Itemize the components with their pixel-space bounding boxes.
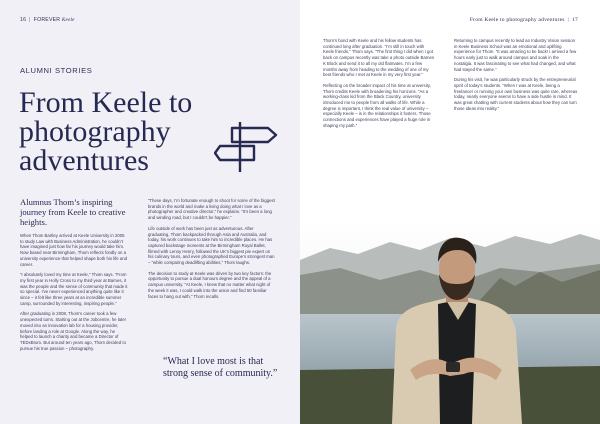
publication-name-italic: Keele — [61, 17, 75, 23]
body-column-1 — [20, 233, 129, 356]
publication-name: FOREVER — [33, 17, 61, 23]
page-number-right: 17 — [572, 17, 578, 23]
portrait-photo — [300, 220, 600, 424]
paragraph: Returning to campus recently to lead an Industry Vision session in Keele Business School was an emotional and uplifting experience for Thom. “It was amazing to be back! I arrived a few hours early just to walk around campus and soak in the nostalgia. It was fascinating to see what had changed, and what had stayed the same.” — [454, 38, 577, 72]
paragraph: “I absolutely loved my time at Keele,” Thom says. “From my first year in Holly Cross to my third year at Barnes, it was the people and the sense of community that made it so special. I’ve never experienced anything quite like it since – it felt like three years at an incredible summer camp, surrounded by interesting, inspiring people.” — [20, 272, 128, 306]
paragraph: Thom’s bond with Keele and his fellow students has continued long after graduation. “I’m still in touch with Keele friends,” Thom says. “The first thing I did when I got back on campus recently was take a photo outside Barnes K Block and send it to all my old flatmates. I’m a few months away from heading to the wedding of one of my best friends who I met at Keele in my very first year.” — [323, 38, 435, 78]
body-column-3 — [323, 38, 436, 134]
paragraph: During his visit, he was particularly struck by the entrepreneurial spirit of today’s students. “When I was at Keele, being a freelancer or running your own business was quite rare, whereas today, nearly everyone seems to have a side hustle in mind. It was great chatting with current students about how they can turn those ideas into reality.” — [454, 77, 578, 111]
right-folio: From Keele to photography adventures | 17 — [469, 17, 578, 23]
left-folio: 16 | FOREVER Keele — [20, 17, 75, 23]
signpost-icon — [214, 114, 278, 174]
section-kicker: ALUMNI STORIES — [20, 66, 93, 75]
paragraph: Reflecting on the broader impact of his time at university, Thom credits Keele with broadening his horizons. “As a working-class kid from the Black Country, university introduced me to people from all walks of life. While a degree is important, I think the real value of university – especially Keele – is in the relationships it fosters. Those connections and experiences have played a huge role in shaping my path.” — [323, 82, 431, 128]
running-head: From Keele to photography adventures — [469, 17, 565, 23]
paragraph: After graduating in 2008, Thom’s career took a few unexpected turns. Starting out at the Jobcentre, he later moved into an innovation lab for a housing provider, before landing a role at Google. Along the way, he helped to launch a charity and became a Director of TEDxBrum. But around ten years ago, Thom decided to pursue his true passion – photography. — [20, 311, 127, 351]
body-column-4 — [454, 38, 578, 116]
article-headline: From Keele to photography adventures — [19, 86, 193, 177]
body-column-2 — [148, 198, 276, 304]
paragraph: When Thom Bartley arrived at Keele University in 2005 to study Law with Business Administration, he couldn’t have imagined just how far his journey would take him. Now based near Birmingham, Thom reflects fondly on a university experience that helped shape both his life and career. — [20, 233, 128, 267]
page-number-left: 16 — [20, 17, 27, 23]
article-standfirst: Alumnus Thom’s inspiring journey from Keele to creative heights. — [20, 197, 126, 228]
paragraph: “These days, I’m fortunate enough to shoot for some of the biggest brands in the world and make a living doing what I love as a photographer and creative director,” he explains. “It’s been a long and winding road, but I couldn’t be happier.” — [148, 198, 275, 221]
pull-quote: “What I love most is that strong sense of community.” — [163, 356, 278, 379]
paragraph: Life outside of work has been just as adventurous. After graduating, Thom backpacked through Asia and Australia, and today, his work continues to take him to incredible places. He has captured backstage moments at the Birmingham Royal Ballet, filmed with Lenny Henry, followed the UK’s biggest pie expert on his culinary tours, and even photographed Europe’s strongest man – “while comparing deadlifting abilities,” Thom laughs. — [148, 225, 275, 266]
paragraph: The decision to study at Keele was driven by two key factors: the opportunity to pursue a dual honours degree and the appeal of a campus university. “At Keele, I knew that no matter what night of the week it was, I could walk into the union and find 50 familiar faces to hang out with,” Thom recalls. — [148, 270, 272, 299]
